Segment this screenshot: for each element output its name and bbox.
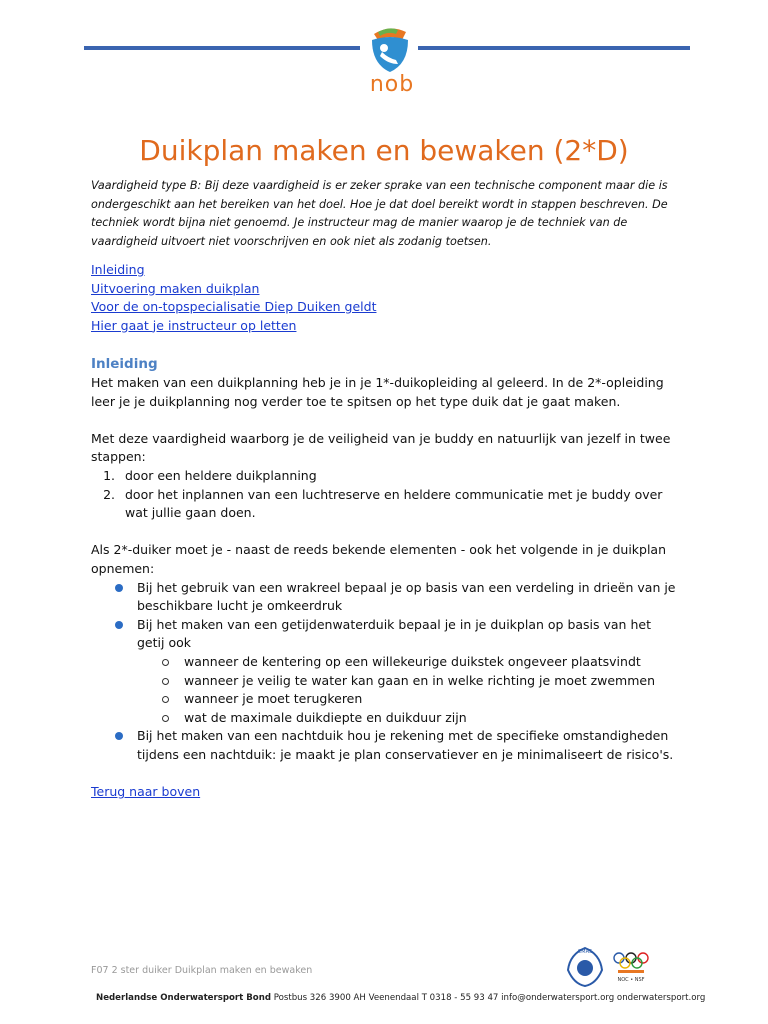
paragraph-1: Het maken van een duikplanning heb je in je 1*-duikopleiding al geleerd. In de 2*-opleiding leer je je duikplanning nog verder toe te spitsen op het type duik dat je gaat maken. [91, 375, 664, 409]
main-content [91, 354, 676, 802]
cmas-logo-icon [562, 944, 608, 988]
footer-contact [96, 993, 705, 1003]
list-item: 2. door het inplannen van een luchtreserve en heldere communicatie met je buddy over wat jullie gaan doen. [119, 486, 676, 523]
bullet-icon [115, 732, 123, 740]
circle-bullet-icon [162, 678, 169, 685]
toc-link-inleiding[interactable]: Inleiding [91, 262, 145, 277]
header-rule-left [84, 46, 360, 50]
section-heading: Inleiding [91, 356, 158, 372]
list-item: wanneer de kentering op een willekeurige duikstek ongeveer plaatsvindt [91, 653, 676, 672]
cmas-text: CMAS [577, 949, 593, 955]
noc-nsf-text: NOC • NSF [617, 977, 645, 983]
table-of-contents [91, 261, 376, 335]
steps-list [91, 467, 676, 523]
paragraph-3: Als 2*-duiker moet je - naast de reeds bekende elementen - ook het volgende in je duikplan opnemen: [91, 542, 667, 576]
circle-bullet-icon [162, 715, 169, 722]
list-item: Bij het gebruik van een wrakreel bepaal je op basis van een verdeling in drieën van je beschikbare lucht je omkeerdruk [91, 579, 676, 616]
list-item: Bij het maken van een getijdenwaterduik bepaal je in je duikplan op basis van het getij ook wanneer de kentering op een willekeurige duikstek ongeveer plaatsvindt wanneer je veilig te water kan gaan en in welke richting je moet zwemmen wanneer je moet terugkeren wat de maximale duikdiepte en duikduur zijn [91, 616, 676, 728]
toc-link-uitvoering[interactable]: Uitvoering maken duikplan [91, 280, 260, 296]
list-item: wanneer je veilig te water kan gaan en in welke richting je moet zwemmen [91, 672, 676, 691]
bullet-list [91, 579, 676, 765]
header-rule-right [418, 46, 690, 50]
document-reference: F07 2 ster duiker Duikplan maken en bewaken [91, 965, 313, 976]
list-item: Bij het maken van een nachtduik hou je rekening met de specifieke omstandigheden tijdens een nachtduik: je maakt je plan conservatiever en je minimaliseert de risico's. [91, 727, 676, 764]
toc-link-diep-duiken[interactable]: Voor de on-topspecialisatie Diep Duiken geldt [91, 299, 377, 315]
skill-type-intro: Vaardigheid type B: Bij deze vaardigheid is er zeker sprake van een technische component maar die is ondergeschikt aan het bereiken van het doel. Hoe je dat doel bereikt wordt in stappen beschreven. De techniek wordt bijna niet genoemd. Je instructeur mag de manier waarop je de techniek van de vaardigheid uitvoert niet voorschrijven en ook niet als zodanig toetsen. [91, 179, 668, 248]
list-item: wanneer je moet terugkeren [91, 690, 676, 709]
toc-link-instructeur[interactable]: Hier gaat je instructeur op letten [91, 317, 297, 333]
circle-bullet-icon [162, 659, 169, 666]
paragraph-2: Met deze vaardigheid waarborg je de veiligheid van je buddy en natuurlijk van jezelf in twee stappen: [91, 430, 671, 465]
nob-logo-text: nob [369, 72, 415, 97]
page-title: Duikplan maken en bewaken (2*D) [139, 134, 629, 167]
bullet-icon [115, 621, 123, 629]
bullet-icon [115, 584, 123, 592]
list-item: 1. door een heldere duikplanning [119, 467, 676, 486]
sub-bullet-list [137, 653, 676, 727]
back-to-top-link[interactable]: Terug naar boven [91, 784, 201, 800]
org-name: Nederlandse Onderwatersport Bond [96, 993, 271, 1003]
list-item: wat de maximale duikdiepte en duikduur zijn [91, 709, 676, 728]
org-address: Postbus 326 3900 AH Veenendaal T 0318 - 55 93 47 info@onderwatersport.org onderwatersport.org [273, 993, 706, 1003]
noc-nsf-logo-icon [610, 950, 652, 984]
circle-bullet-icon [162, 696, 169, 703]
